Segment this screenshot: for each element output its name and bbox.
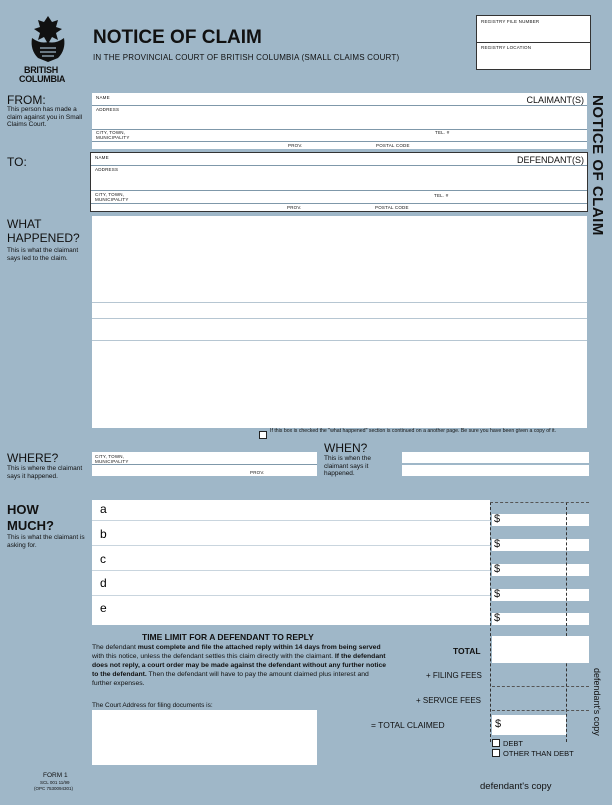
when-desc: This is when the claimant says it happened.: [324, 455, 371, 477]
defendant-box: [90, 152, 588, 212]
how-much-items-box: [92, 500, 490, 625]
how-much-row-e: e: [100, 601, 107, 615]
time-limit-text: [92, 643, 390, 688]
amount-a[interactable]: [492, 514, 589, 526]
defendant-address-label: ADDRESS: [95, 167, 119, 172]
how-much-desc: This is what the claimant is asking for.: [7, 534, 85, 549]
amount-top-rule: [490, 502, 589, 503]
debt-checkbox[interactable]: [492, 739, 500, 747]
claimant-party-label: CLAIMANT(S): [526, 95, 584, 105]
bc-crest-icon: [26, 14, 70, 64]
defendant-address-field[interactable]: [131, 167, 571, 187]
what-happened-desc: This is what the claimant says led to the claim.: [7, 247, 79, 262]
currency-a: $: [494, 513, 501, 525]
what-happened-box[interactable]: [92, 216, 587, 428]
logo-text-line1: BRITISH: [24, 65, 58, 75]
when-field-2[interactable]: [402, 465, 589, 476]
amount-divider-1: [490, 502, 491, 742]
time-limit-text-5: Then the defendant will have to pay the amount claimed plus interest and further expenses.: [92, 671, 369, 687]
defendant-name-label: NAME: [95, 155, 109, 160]
registry-location-label: REGISTRY LOCATION: [481, 45, 532, 50]
where-desc: This is where the claimant says it happened.: [7, 465, 83, 480]
where-prov-label: PROV.: [250, 470, 265, 475]
debt-label: DEBT: [503, 739, 524, 748]
form-number: FORM 1: [43, 772, 68, 779]
how-much-row-c: c: [100, 552, 106, 566]
time-limit-text-4: If the defendant does not reply, a court order may be made against the defendant without any further notice to the defendant.: [92, 653, 387, 678]
what-happened-label-1: WHAT: [7, 217, 42, 231]
page-subtitle: IN THE PROVINCIAL COURT OF BRITISH COLUMBIA (SMALL CLAIMS COURT): [93, 53, 400, 62]
amount-e[interactable]: [492, 613, 589, 625]
defendant-city-label: CITY, TOWN, MUNICIPALITY: [95, 192, 129, 202]
form-opc-code: (OPC 7530094301): [34, 786, 74, 791]
how-much-row-b: b: [100, 527, 107, 541]
form-code: SCL 001 11/99: [40, 780, 70, 785]
defendant-party-label: DEFENDANT(S): [517, 155, 584, 165]
continued-checkbox[interactable]: [259, 431, 267, 439]
to-label: TO:: [7, 155, 27, 169]
defendant-copy-side: defendant's copy: [592, 668, 602, 736]
what-happened-label-2: HAPPENED?: [7, 231, 80, 245]
service-fees-label: + SERVICE FEES: [416, 696, 481, 705]
court-address-box[interactable]: [92, 710, 317, 765]
filing-fees-label: + FILING FEES: [426, 671, 482, 680]
how-much-label-2: MUCH?: [7, 518, 54, 533]
claimant-tel-label: TEL. #: [435, 130, 450, 135]
amount-c[interactable]: [492, 564, 589, 576]
when-label: WHEN?: [324, 441, 368, 455]
continued-note: If this box is checked the "what happened" section is continued on a another page. Be sure you have been given a copy of it.: [270, 428, 557, 434]
claimant-address-field[interactable]: [132, 107, 572, 127]
amount-divider-2: [566, 502, 567, 742]
filing-fees-rule: [492, 686, 589, 687]
when-field-1[interactable]: [402, 452, 589, 463]
claimant-city-label: CITY, TOWN, MUNICIPALITY: [96, 130, 130, 140]
claimant-postal-label: POSTAL CODE: [376, 143, 410, 148]
how-much-label-1: HOW: [7, 502, 39, 517]
court-address-label: The Court Address for filing documents is:: [92, 702, 213, 709]
currency-c: $: [494, 563, 501, 575]
claimant-name-label: NAME: [96, 95, 110, 100]
other-than-debt-checkbox[interactable]: [492, 749, 500, 757]
page-title: NOTICE OF CLAIM: [93, 27, 262, 48]
claimant-box: [92, 93, 587, 149]
side-title: NOTICE OF CLAIM: [589, 95, 606, 236]
registry-box: [476, 15, 591, 70]
other-than-debt-label: OTHER THAN DEBT: [503, 749, 574, 758]
how-much-row-a: a: [100, 502, 107, 516]
claimant-address-label: ADDRESS: [96, 107, 120, 112]
total-field[interactable]: [492, 636, 589, 663]
total-claimed-currency: $: [495, 718, 502, 730]
time-limit-text-1: The defendant: [92, 644, 138, 651]
total-claimed-field[interactable]: [492, 715, 566, 735]
how-much-row-d: d: [100, 576, 107, 590]
claimant-prov-label: PROV.: [288, 143, 303, 148]
currency-b: $: [494, 538, 501, 550]
time-limit-text-3: with this notice, unless the defendant settles this claim directly with the claimant.: [92, 653, 335, 660]
time-limit-text-2: must complete and file the attached reply within 14 days from being served: [137, 644, 381, 651]
amount-b[interactable]: [492, 539, 589, 551]
defendant-copy-bottom: defendant's copy: [480, 781, 552, 792]
total-label: TOTAL: [453, 646, 481, 656]
amount-d[interactable]: [492, 589, 589, 601]
defendant-postal-label: POSTAL CODE: [375, 205, 409, 210]
where-city-label: CITY, TOWN, MUNICIPALITY: [95, 454, 129, 464]
from-desc: This person has made a claim against you in Small Claims Court.: [7, 106, 83, 128]
total-claimed-label: = TOTAL CLAIMED: [371, 720, 445, 730]
defendant-name-field[interactable]: [121, 155, 511, 165]
from-label: FROM:: [7, 93, 46, 107]
service-fees-rule: [492, 710, 589, 711]
registry-file-number-field[interactable]: [479, 25, 587, 41]
registry-location-field[interactable]: [479, 51, 587, 67]
claimant-name-field[interactable]: [122, 95, 512, 105]
time-limit-heading: TIME LIMIT FOR A DEFENDANT TO REPLY: [142, 632, 314, 642]
where-label: WHERE?: [7, 451, 59, 465]
defendant-prov-label: PROV.: [287, 205, 302, 210]
defendant-tel-label: TEL. #: [434, 193, 449, 198]
currency-d: $: [494, 588, 501, 600]
where-box[interactable]: [92, 452, 317, 476]
currency-e: $: [494, 612, 501, 624]
registry-file-number-label: REGISTRY FILE NUMBER: [481, 19, 540, 24]
logo-text-line2: COLUMBIA: [19, 74, 66, 84]
